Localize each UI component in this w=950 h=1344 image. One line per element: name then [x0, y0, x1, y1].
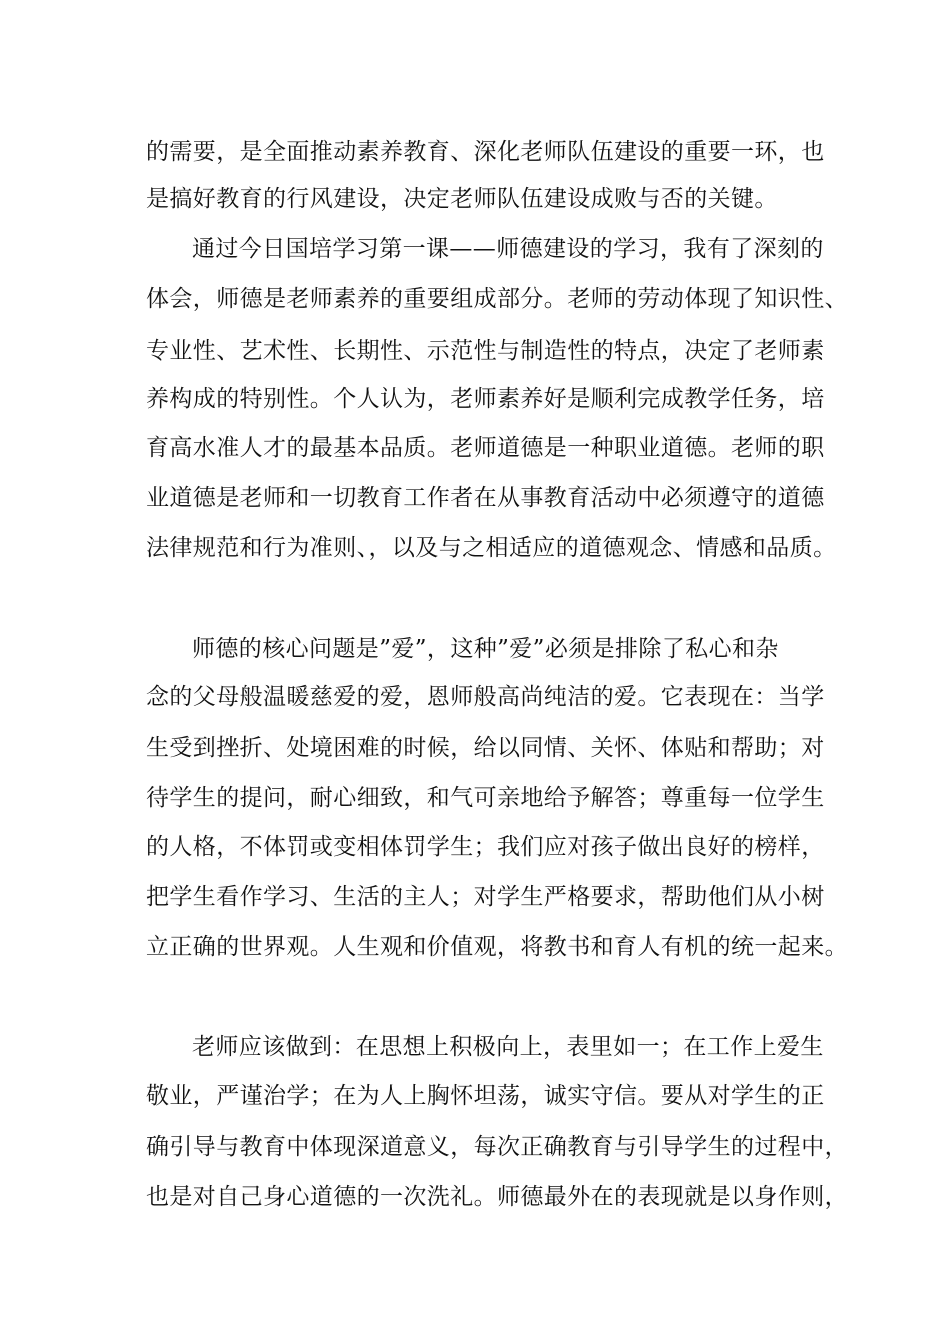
paragraph-4-line-1: 老师应该做到：在思想上积极向上，表里如一；在工作上爱生 — [192, 1034, 824, 1060]
paragraph-4-line-3: 确引导与教育中体现深道意义，每次正确教育与引导学生的过程中， — [146, 1134, 848, 1160]
paragraph-4-line-2: 敬业，严谨治学；在为人上胸怀坦荡，诚实守信。要从对学生的正 — [146, 1083, 825, 1109]
paragraph-2-line-2: 体会，师德是老师素养的重要组成部分。老师的劳动体现了知识性、 — [146, 286, 848, 312]
paragraph-3-line-3: 生受到挫折、处境困难的时候，给以同情、关怀、体贴和帮助；对 — [146, 735, 825, 761]
paragraph-2-line-3: 专业性、艺术性、长期性、示范性与制造性的特点，决定了老师素 — [146, 338, 825, 364]
paragraph-3-line-1: 师德的核心问题是”爱”，这种”爱”必须是排除了私心和杂 — [192, 636, 779, 662]
paragraph-1-line-2: 是搞好教育的行风建设，决定老师队伍建设成败与否的关键。 — [146, 186, 778, 212]
paragraph-1-line-1: 的需要，是全面推动素养教育、深化老师队伍建设的重要一环，也 — [146, 139, 825, 165]
paragraph-4-line-4: 也是对自己身心道德的一次洗礼。师德最外在的表现就是以身作则， — [146, 1184, 848, 1210]
paragraph-3-line-7: 立正确的世界观。人生观和价值观，将教书和育人有机的统一起来。 — [146, 934, 848, 960]
paragraph-2-line-6: 业道德是老师和一切教育工作者在从事教育活动中必须遵守的道德 — [146, 485, 825, 511]
paragraph-3-line-6: 把学生看作学习、生活的主人；对学生严格要求，帮助他们从小树 — [146, 884, 825, 910]
paragraph-3-line-4: 待学生的提问，耐心细致，和气可亲地给予解答；尊重每一位学生 — [146, 785, 825, 811]
paragraph-2-line-7: 法律规范和行为准则、，以及与之相适应的道德观念、情感和品质。 — [146, 535, 837, 561]
paragraph-2-line-4: 养构成的特别性。个人认为，老师素养好是顺利完成教学任务，培 — [146, 386, 825, 412]
paragraph-3-line-5: 的人格，不体罚或变相体罚学生；我们应对孩子做出良好的榜样， — [146, 834, 825, 860]
paragraph-2-line-1: 通过今日国培学习第一课——师德建设的学习，我有了深刻的 — [192, 236, 824, 262]
paragraph-3-line-2: 念的父母般温暖慈爱的爱，恩师般高尚纯洁的爱。它表现在：当学 — [146, 684, 825, 710]
paragraph-2-line-5: 育高水准人才的最基本品质。老师道德是一种职业道德。老师的职 — [146, 435, 825, 461]
